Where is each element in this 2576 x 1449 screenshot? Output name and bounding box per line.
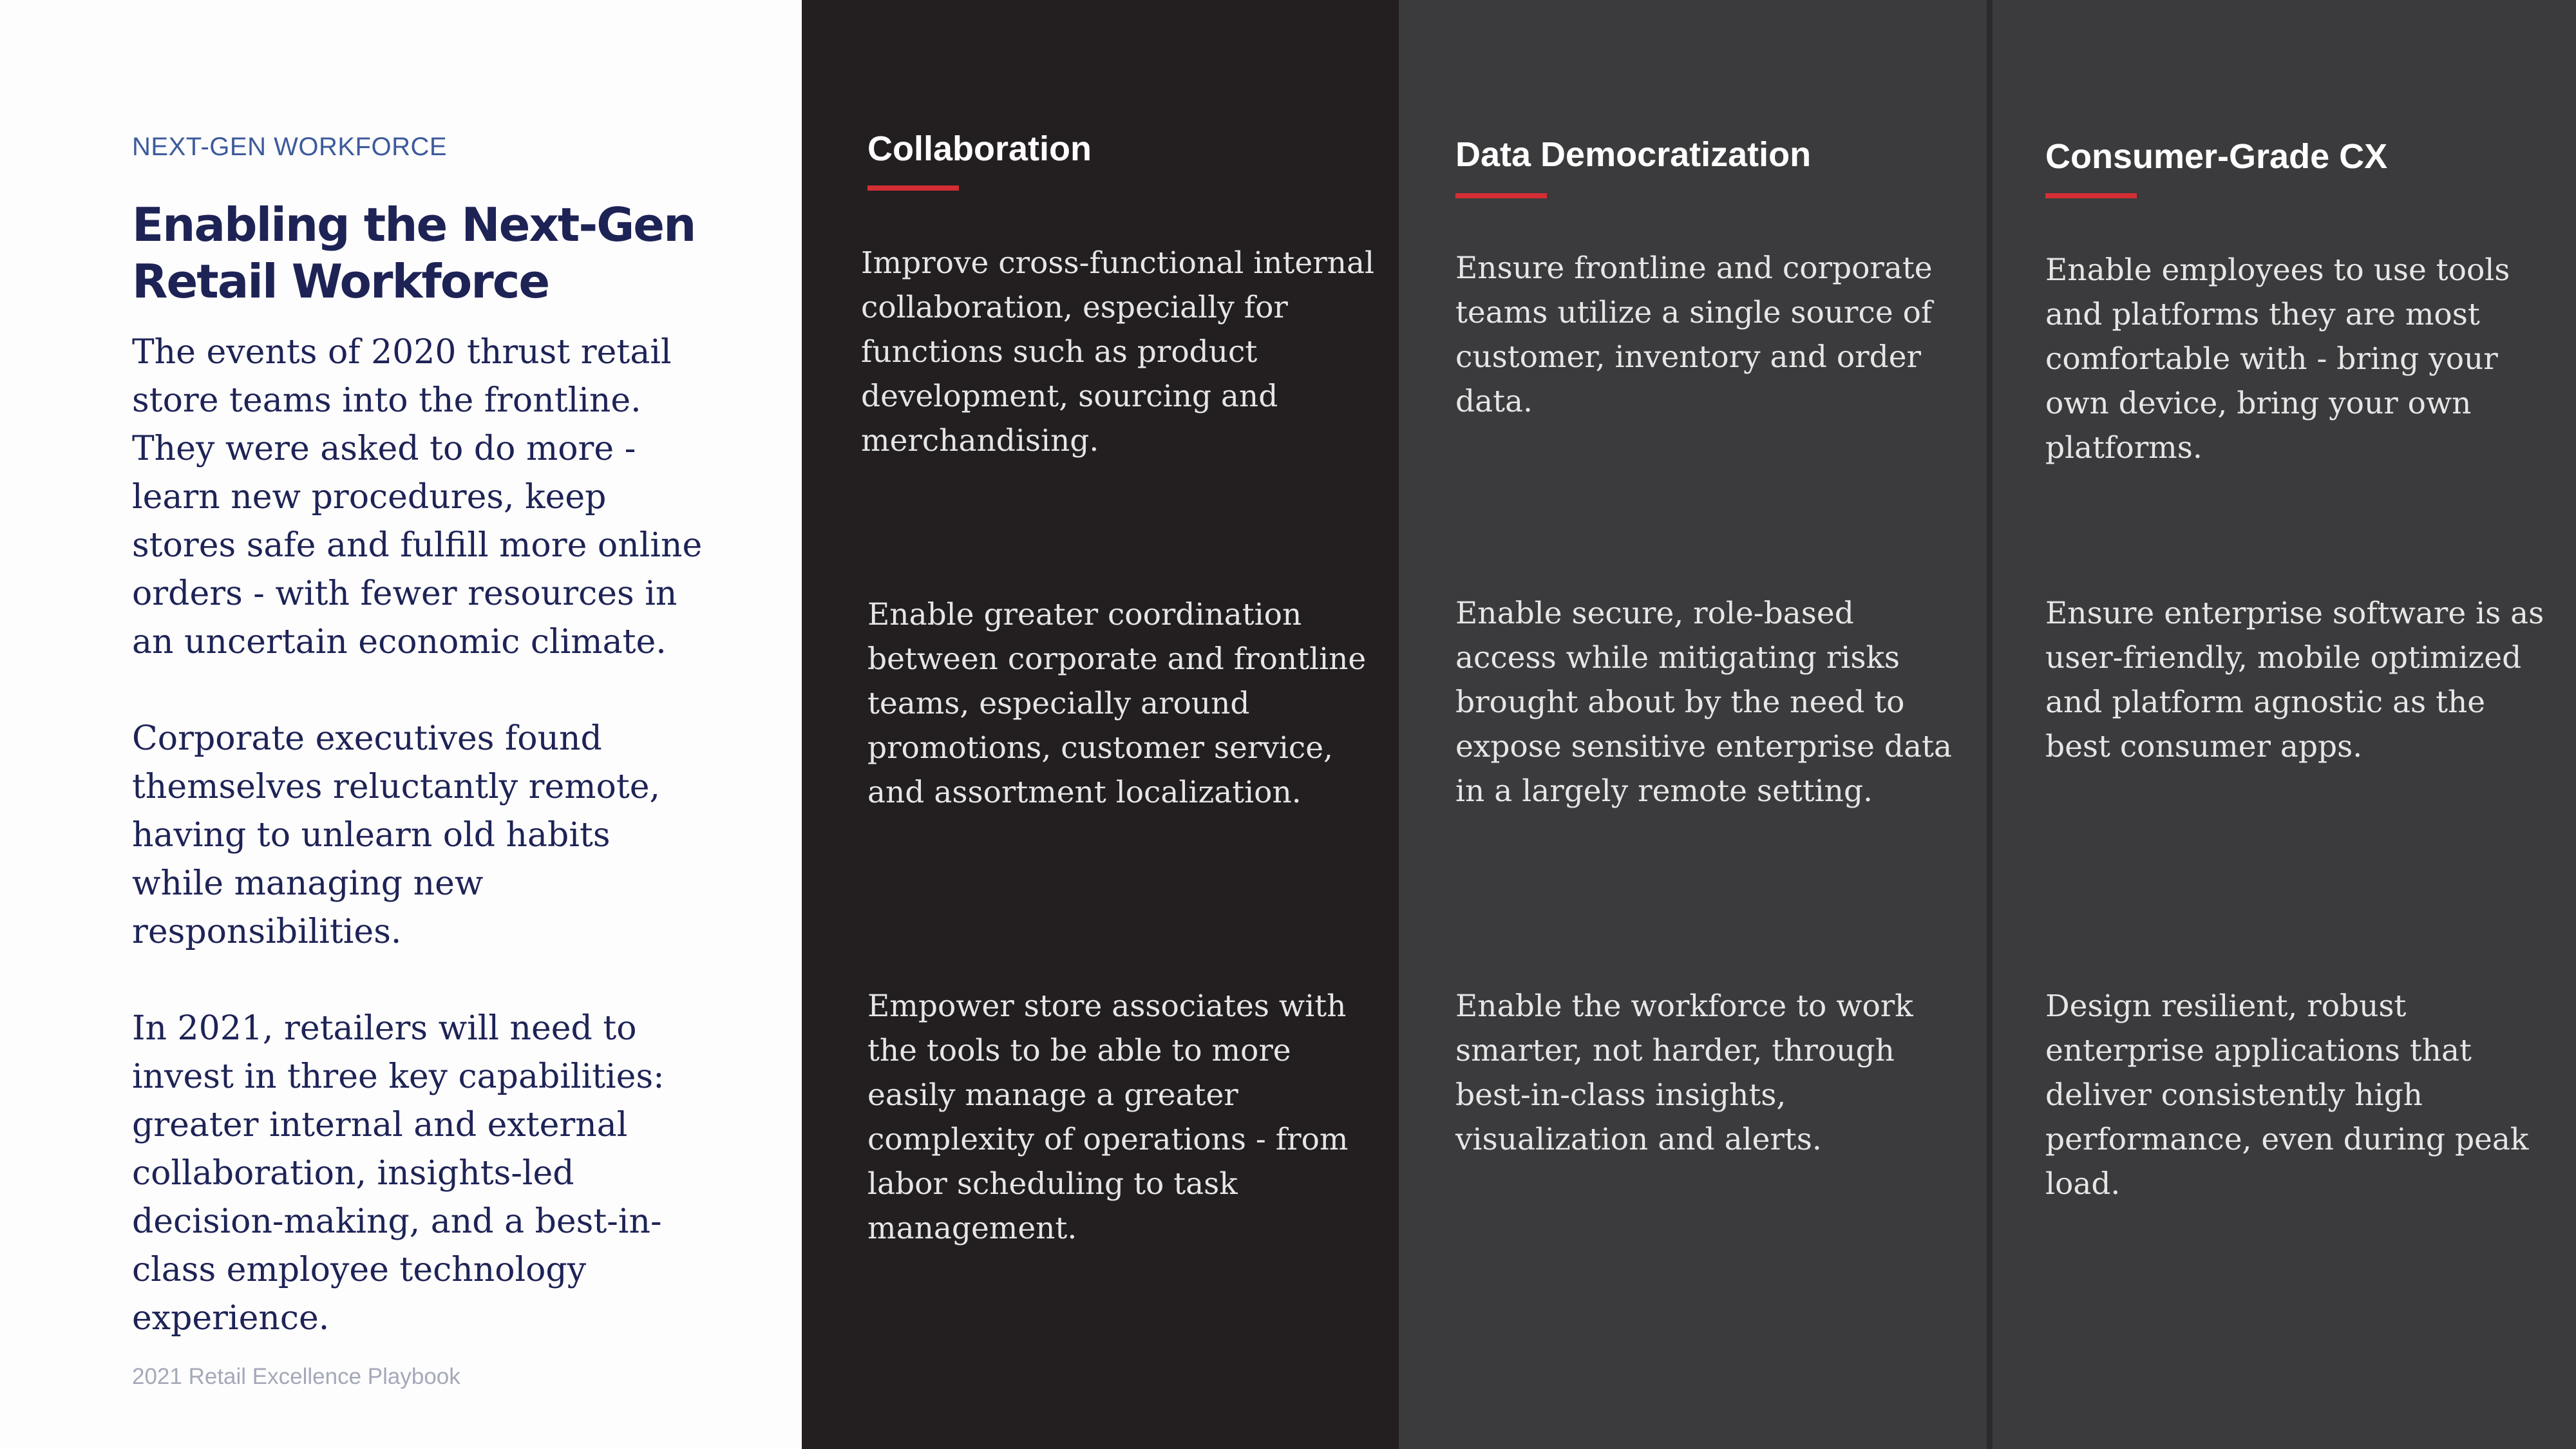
capability-item: Enable employees to use tools and platforms they are most comfortable with - bring your own device, bring your own platforms. [2045, 252, 2510, 466]
column-consumer-grade-cx [1993, 0, 2576, 1449]
title-accent-bar [1455, 193, 1547, 198]
column-divider [1987, 0, 1993, 1449]
intro-paragraph: In 2021, retailers will need to invest in three key capabilities: greater internal and external collaboration, insights-led decision-making, and a best-in-class employee technology experience. [132, 1009, 665, 1338]
intro-paragraph: The events of 2020 thrust retail store teams into the frontline. They were asked to do more - learn new procedures, keep stores safe and fulfill more online orders - with fewer resources in an uncertain economic climate. [132, 333, 703, 661]
capability-item: Enable secure, role-based access while mitigating risks brought about by the need to expose sensitive enterprise data in a largely remote setting. [1455, 596, 1952, 809]
column-data-democratization [1399, 0, 1987, 1449]
capability-item: Enable the workforce to work smarter, not harder, through best-in-class insights, visualization and alerts. [1455, 989, 1913, 1157]
column-collaboration [802, 0, 1399, 1449]
footer-label: 2021 Retail Excellence Playbook [132, 1364, 460, 1389]
page-title [132, 196, 712, 310]
section-eyebrow: NEXT-GEN WORKFORCE [132, 133, 448, 161]
page-title-line-2: Retail Workforce [132, 254, 549, 308]
column-title: Collaboration [867, 129, 1092, 168]
intro-panel [0, 0, 802, 1449]
capability-item: Empower store associates with the tools to be able to more easily manage a greater complexity of operations - from labor scheduling to task management. [867, 989, 1349, 1246]
title-accent-bar [867, 185, 959, 191]
title-accent-bar [2045, 193, 2137, 198]
intro-paragraph: Corporate executives found themselves reluctantly remote, having to unlearn old habits while managing new responsibilities. [132, 719, 661, 951]
intro-text [132, 328, 712, 1391]
page-title-line-1: Enabling the Next-Gen [132, 198, 696, 252]
capability-item: Enable greater coordination between corporate and frontline teams, especially around promotions, customer service, and assortment localization. [867, 597, 1367, 810]
capability-item: Improve cross-functional internal collaboration, especially for functions such as product development, sourcing and merchandising. [861, 245, 1375, 459]
column-title: Data Democratization [1455, 135, 1812, 174]
capability-item: Ensure enterprise software is as user-friendly, mobile optimized and platform agnostic as the best consumer apps. [2045, 596, 2544, 764]
capability-item: Ensure frontline and corporate teams utilize a single source of customer, inventory and order data. [1455, 251, 1933, 419]
column-title: Consumer-Grade CX [2045, 137, 2388, 176]
capability-item: Design resilient, robust enterprise applications that deliver consistently high performance, even during peak load. [2045, 989, 2529, 1202]
